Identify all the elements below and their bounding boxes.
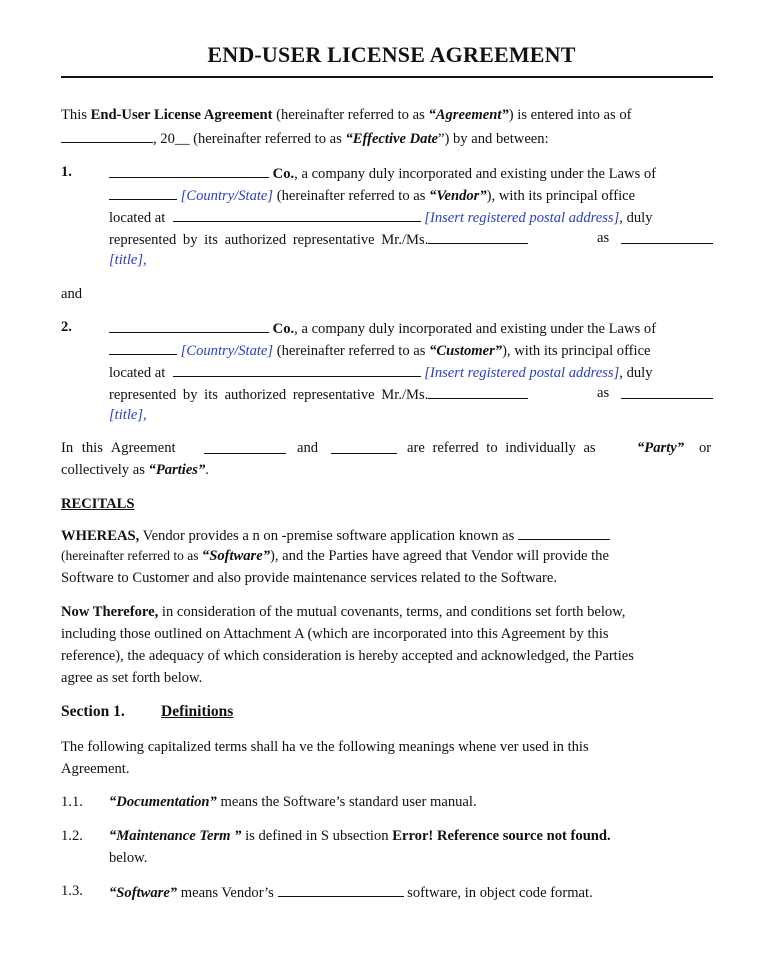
party-text: located at [109, 365, 166, 381]
definition-1-1 [109, 793, 477, 811]
definition-1-3 [109, 882, 593, 902]
party-2-line-2 [109, 340, 651, 360]
intro-line-2 [61, 128, 549, 148]
intro-text: (hereinafter referred to as [272, 107, 429, 123]
address-placeholder: [Insert registered postal address] [424, 210, 620, 226]
party-text: , duly [619, 210, 653, 226]
software-name-blank[interactable] [518, 525, 610, 540]
definition-1-2 [109, 827, 611, 845]
and-text: and [61, 286, 83, 302]
party-2-line-1 [109, 318, 656, 338]
whereas-line-3: Software to Customer and also provide maintenance services related to the Software. [61, 570, 558, 586]
recitals-heading: RECITALS [61, 496, 135, 512]
co-label: Co. [272, 321, 295, 337]
maintenance-term: “Maintenance Term ” [109, 828, 242, 844]
definition-text: means the Software’s standard user manual. [216, 794, 477, 810]
recital-text: Vendor provides a n on -premise software application known as [139, 528, 515, 544]
party-text: ), with its principal office [502, 343, 651, 359]
parties-line-2 [61, 461, 209, 479]
definition-number: 1.1. [61, 794, 83, 810]
party-1-number: 1. [61, 164, 72, 180]
section-1-label: Section 1. [61, 703, 125, 720]
party-1-line-3 [109, 207, 653, 227]
intro-line-1 [61, 106, 632, 124]
section-1-heading: Definitions [161, 703, 234, 720]
software-term: “Software” [201, 548, 271, 564]
parties-term: “Parties” [148, 462, 206, 478]
vendor-term: “Vendor” [429, 188, 487, 204]
parties-text: or [699, 440, 712, 456]
recital-text: ), and the Parties have agreed that Vendor will provide the [270, 548, 609, 564]
now-therefore-line-3: reference), the adequacy of which consideration is hereby accepted and acknowledged, the Parties [61, 648, 634, 664]
agreement-name: End-User License Agreement [90, 107, 273, 123]
customer-term: “Customer” [429, 343, 503, 359]
now-therefore-line-1 [61, 603, 625, 621]
country-blank[interactable] [109, 340, 177, 355]
country-placeholder: [Country/State] [180, 188, 274, 204]
section-1-intro-2: Agreement. [61, 761, 130, 777]
whereas-line-1 [61, 525, 610, 545]
recital-text: in consideration of the mutual covenants, terms, and conditions set forth below, [158, 604, 626, 620]
party-text: represented by its authorized representative Mr./Ms. [109, 387, 429, 403]
definition-text: means Vendor’s [177, 885, 278, 901]
definition-number: 1.3. [61, 883, 83, 899]
title-placeholder: [title], [109, 407, 147, 423]
page-title: END-USER LICENSE AGREEMENT [207, 42, 576, 67]
now-therefore-label: Now Therefore, [61, 604, 159, 620]
party-b-blank[interactable] [331, 439, 397, 454]
date-blank[interactable] [61, 128, 153, 143]
parties-text: . [205, 462, 209, 478]
party-text: as [597, 230, 610, 246]
parties-text: are referred to individually as [407, 440, 596, 456]
rep-title-blank[interactable] [621, 384, 713, 399]
party-1-line-1 [109, 163, 656, 183]
definition-number: 1.2. [61, 828, 83, 844]
now-therefore-line-4: agree as set forth below. [61, 670, 203, 686]
party-text: located at [109, 210, 166, 226]
intro-text: This [61, 107, 91, 123]
intro-text: ”) by and between: [438, 131, 549, 147]
whereas-label: WHEREAS, [61, 528, 140, 544]
company-name-blank[interactable] [109, 318, 269, 333]
party-2-number: 2. [61, 319, 72, 335]
intro-text: , 20__ (hereinafter referred to as [153, 131, 346, 147]
party-1-line-4 [109, 229, 713, 249]
address-blank[interactable] [173, 362, 421, 377]
party-text: (hereinafter referred to as [273, 343, 430, 359]
parties-line-1 [61, 439, 713, 457]
party-2-line-3 [109, 362, 653, 382]
whereas-line-2 [61, 547, 609, 565]
party-text: , duly [619, 365, 653, 381]
now-therefore-line-2: including those outlined on Attachment A (which are incorporated into this Agreement by this [61, 626, 609, 642]
documentation-term: “Documentation” [109, 794, 217, 810]
party-text: , a company duly incorporated and existing under the Laws of [294, 166, 657, 182]
country-placeholder: [Country/State] [180, 343, 274, 359]
rep-name-blank[interactable] [428, 229, 528, 244]
intro-text: ) is entered into as of [508, 107, 632, 123]
address-blank[interactable] [173, 207, 421, 222]
party-text: (hereinafter referred to as [273, 188, 430, 204]
country-blank[interactable] [109, 185, 177, 200]
party-text: ), with its principal office [486, 188, 636, 204]
parties-text: collectively as [61, 462, 149, 478]
definition-text: software, in object code format. [403, 885, 593, 901]
party-term: “Party” [637, 440, 685, 456]
software-term: “Software” [109, 885, 178, 901]
company-name-blank[interactable] [109, 163, 269, 178]
definition-text: is defined in S ubsection [241, 828, 393, 844]
recital-text: (hereinafter referred to as [61, 548, 202, 563]
reference-error: Error! Reference source not found. [392, 828, 611, 844]
parties-text: and [297, 440, 319, 456]
rep-title-blank[interactable] [621, 229, 713, 244]
rep-name-blank[interactable] [428, 384, 528, 399]
party-2-line-4 [109, 384, 713, 404]
section-1-intro-1: The following capitalized terms shall ha ve the following meanings whene ver used in this [61, 739, 589, 755]
party-text: , a company duly incorporated and existing under the Laws of [294, 321, 657, 337]
parties-text: In this Agreement [61, 440, 176, 456]
title-rule [61, 76, 713, 78]
co-label: Co. [272, 166, 295, 182]
effective-date-term: “Effective Date [345, 131, 438, 147]
definition-1-2-cont: below. [109, 850, 148, 866]
address-placeholder: [Insert registered postal address] [424, 365, 620, 381]
party-text: represented by its authorized representative Mr./Ms. [109, 232, 429, 248]
agreement-term: “Agreement” [428, 107, 509, 123]
software-blank[interactable] [278, 882, 404, 897]
party-a-blank[interactable] [204, 439, 286, 454]
party-1-line-2 [109, 185, 635, 205]
party-text: as [597, 385, 610, 401]
title-placeholder: [title], [109, 252, 147, 268]
